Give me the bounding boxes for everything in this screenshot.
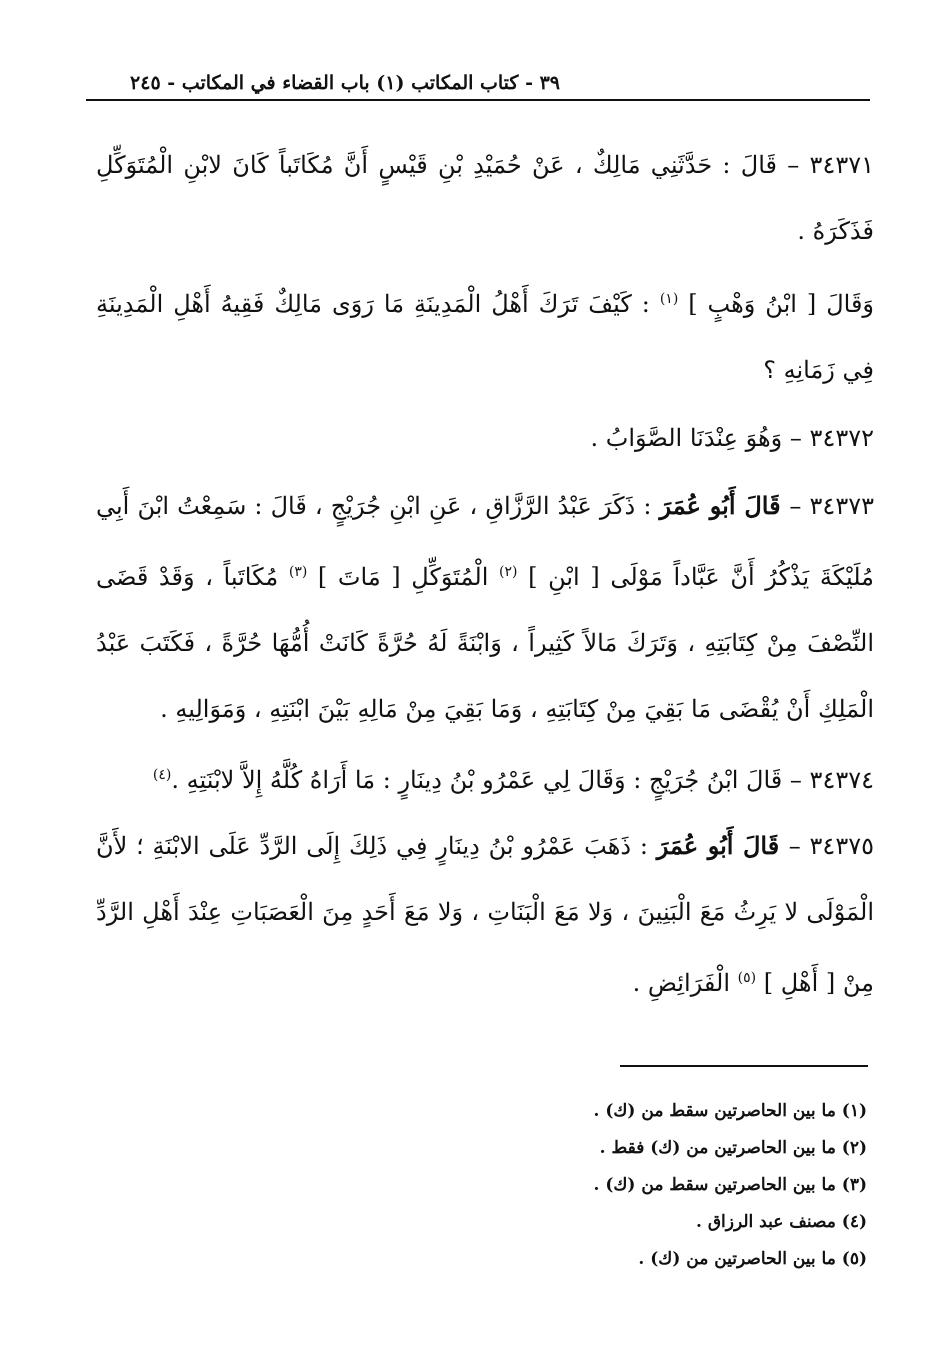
paragraph-number: ٣٤٣٧٥ – bbox=[788, 832, 874, 860]
footnote-mark: (٤) bbox=[152, 767, 172, 783]
paragraph-text: قَالَ ابْنُ جُرَيْجٍ : وَقَالَ لِي عَمْرُو بْنُ دِينَارٍ : مَا أَرَاهُ كُلَّهُ إِلاَّ لابْنَتِهِ . bbox=[171, 766, 790, 794]
paragraph-text: الْفَرَائِضِ . bbox=[632, 969, 738, 997]
footnotes bbox=[447, 1093, 867, 1278]
paragraph-ibn-wahb bbox=[96, 266, 874, 403]
footnote-separator bbox=[620, 1065, 868, 1067]
footnote-3: (٣) ما بين الحاصرتين سقط من (ك) . bbox=[593, 1175, 867, 1195]
paragraph-text: : ذَكَرَ عَبْدُ الرَّزَّاقِ ، عَنِ ابْنِ جُرَيْجٍ ، قَالَ : سَمِعْتُ ابْنَ أَبِي مُلَيْكَةَ يَذْكُرُ أَنَّ عَبَّاداً مَوْلَى [ ابْنِ ] bbox=[96, 492, 875, 591]
paragraph-text: الْمُتَوَكِّلِ [ مَاتَ ] bbox=[307, 563, 500, 591]
footnote-1: (١) ما بين الحاصرتين سقط من (ك) . bbox=[593, 1101, 867, 1121]
paragraph-34372 bbox=[96, 405, 874, 471]
footnote-2: (٢) ما بين الحاصرتين من (ك) فقط . bbox=[599, 1138, 867, 1158]
paragraph-34371 bbox=[96, 132, 874, 264]
footnote-mark: (٥) bbox=[737, 970, 757, 986]
header-rule bbox=[86, 99, 870, 101]
paragraph-34374 bbox=[96, 742, 874, 813]
speaker-label: قَالَ أَبُو عُمَرَ bbox=[656, 831, 789, 860]
header-title: ٣٩ - كتاب المكاتب (١) باب القضاء في المكاتب - ٢٤٥ bbox=[130, 72, 560, 94]
paragraph-number: ٣٤٣٧٣ – bbox=[789, 492, 874, 520]
paragraph-text: : ذَهَبَ عَمْرُو بْنُ دِينَارٍ فِي ذَلِكَ إِلَى الرَّدِّ عَلَى الابْنَةِ ؛ لأَنَّ الْمَوْلَى لا يَرِثُ مَعَ الْبَنِينَ ، وَلا مَعَ الْبَنَاتِ ، وَلا مَعَ أَحَدٍ مِنَ الْعَصَبَاتِ عِنْدَ أَهْلِ الرَّدِّ مِنْ [ أَهْلِ ] bbox=[96, 832, 874, 997]
main-text bbox=[96, 132, 874, 1016]
page-header bbox=[86, 66, 870, 100]
paragraph-number: ٣٤٣٧٢ – bbox=[789, 424, 874, 452]
paragraph-number: ٣٤٣٧١ – bbox=[787, 151, 874, 179]
paragraph-text: وَقَالَ [ ابْنُ وَهْبٍ ] bbox=[678, 290, 875, 318]
paragraph-text: : كَيْفَ تَرَكَ أَهْلُ الْمَدِينَةِ مَا رَوَى مَالِكٌ فَقِيهُ أَهْلِ الْمَدِينَةِ فِي زَمَانِهِ ؟ bbox=[96, 290, 874, 384]
paragraph-34373 bbox=[96, 473, 874, 742]
footnote-4: (٤) مصنف عبد الرزاق . bbox=[695, 1212, 867, 1232]
footnote-mark: (٣) bbox=[288, 564, 308, 580]
paragraph-number: ٣٤٣٧٤ – bbox=[789, 766, 874, 794]
speaker-label: قَالَ أَبُو عُمَرَ bbox=[659, 491, 790, 520]
paragraph-text: مُكَاتَباً ، وَقَدْ قَضَى النِّصْفَ مِنْ كِتَابَتِهِ ، وَتَرَكَ مَالاً كَثِيراً ، وَابْنَةً لَهُ حُرَّةً كَانَتْ أُمُّهَا حُرَّةً ، فَكَتَبَ عَبْدُ الْمَلِكِ أَنْ يُقْضَى مَا بَقِيَ مِنْ كِتَابَتِهِ ، وَمَا بَقِيَ مِنْ مَالِهِ بَيْنَ ابْنَتِهِ ، وَمَوَالِيهِ . bbox=[96, 563, 874, 723]
footnote-mark: (٢) bbox=[499, 564, 518, 580]
footnote-mark: (١) bbox=[659, 291, 679, 307]
footnote-5: (٥) ما بين الحاصرتين من (ك) . bbox=[638, 1249, 867, 1269]
paragraph-text: قَالَ : حَدَّثَنِي مَالِكٌ ، عَنْ حُمَيْدِ بْنِ قَيْسٍ أَنَّ مُكَاتَباً كَانَ لابْنِ الْمُتَوَكِّلِ فَذَكَرَهُ . bbox=[96, 151, 874, 245]
paragraph-34375 bbox=[96, 813, 874, 1016]
paragraph-text: وَهُوَ عِنْدَنَا الصَّوَابُ . bbox=[590, 424, 790, 452]
